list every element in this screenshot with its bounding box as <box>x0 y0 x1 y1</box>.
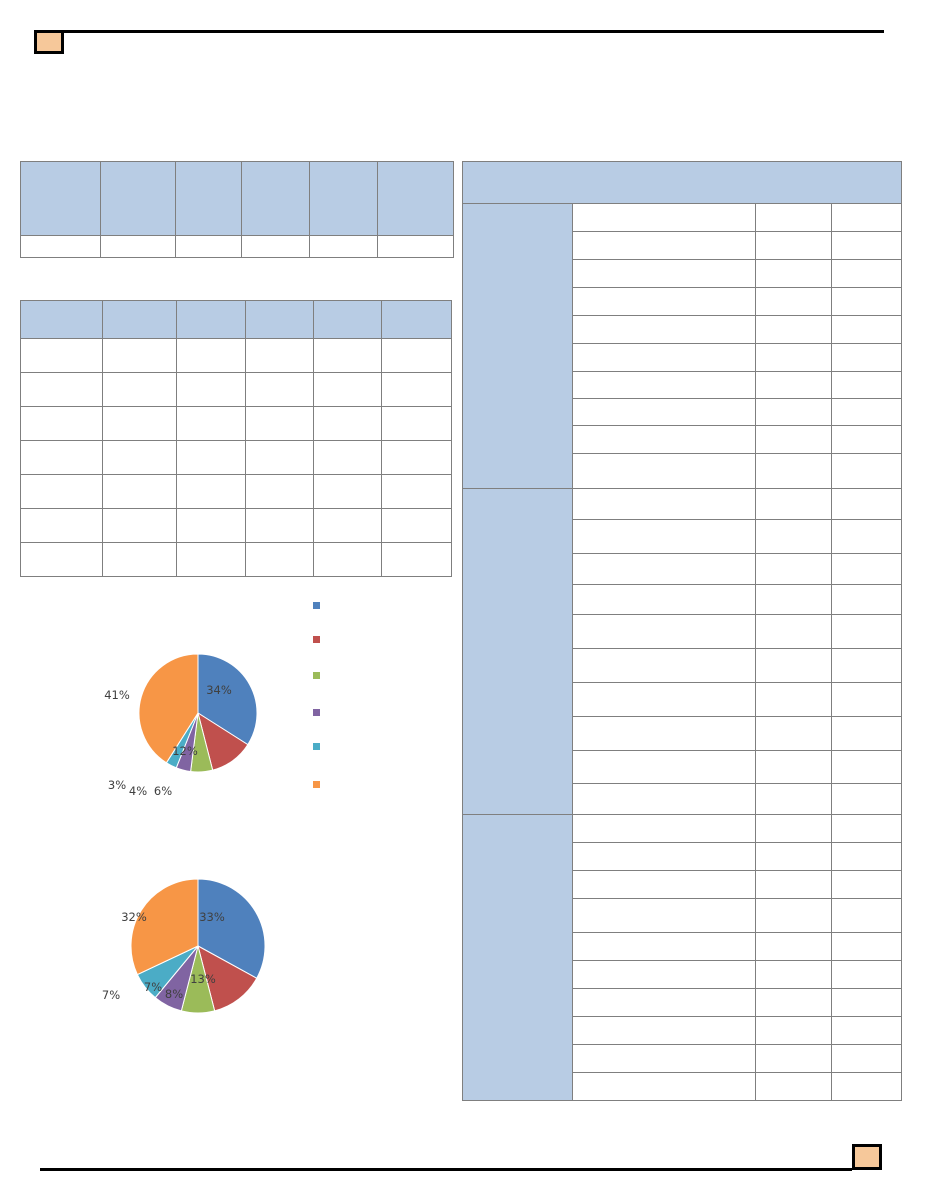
legend-swatch <box>313 636 320 643</box>
review-item-name <box>573 554 755 585</box>
table-cell <box>176 407 246 441</box>
header-logo-box <box>34 30 64 54</box>
review-item-name <box>573 1045 755 1073</box>
review-item-name <box>573 288 755 316</box>
review-item-count <box>755 784 831 815</box>
processed-header-q3 <box>314 301 382 339</box>
review-item-count <box>755 585 831 615</box>
received-header-fy <box>21 162 101 236</box>
review-item-name <box>573 751 755 784</box>
processed-row-label <box>21 441 103 475</box>
processed-row-label <box>21 407 103 441</box>
table-cell <box>102 441 176 475</box>
review-item-percent <box>831 1073 901 1101</box>
table-cell <box>100 236 175 258</box>
review-item-count <box>755 372 831 399</box>
review-title <box>463 162 902 204</box>
review-group-label <box>463 489 573 815</box>
pie-data-label: 3% <box>107 778 127 792</box>
review-item-percent <box>831 683 901 717</box>
review-item-percent <box>831 372 901 399</box>
review-item-name <box>573 615 755 649</box>
table-cell <box>382 441 452 475</box>
review-item-count <box>755 520 831 554</box>
review-item-percent <box>831 585 901 615</box>
table-cell <box>21 236 101 258</box>
processed-table <box>20 300 452 577</box>
table-cell <box>246 475 314 509</box>
review-item-count <box>755 933 831 961</box>
table-cell <box>382 543 452 577</box>
legend-swatch <box>313 602 320 609</box>
review-item-count <box>755 1073 831 1101</box>
table-cell <box>314 441 382 475</box>
processed-table-body <box>21 339 452 577</box>
review-item-percent <box>831 489 901 520</box>
review-item-count <box>755 751 831 784</box>
processed-row-label <box>21 475 103 509</box>
review-item-name <box>573 1073 755 1101</box>
processed-row-label <box>21 543 103 577</box>
review-item-count <box>755 554 831 585</box>
review-row <box>463 489 902 520</box>
pie-data-label: 7% <box>101 988 121 1002</box>
legend-states <box>334 874 474 1024</box>
table-cell <box>176 373 246 407</box>
review-group-label <box>463 815 573 1101</box>
table-cell <box>314 543 382 577</box>
review-item-percent <box>831 520 901 554</box>
review-item-percent <box>831 961 901 989</box>
footer-box <box>852 1144 882 1170</box>
table-cell <box>314 407 382 441</box>
table-cell <box>246 543 314 577</box>
table-cell <box>382 475 452 509</box>
pie-data-label: 13% <box>190 972 216 986</box>
table-cell <box>176 339 246 373</box>
table-cell <box>102 373 176 407</box>
processed-row <box>21 339 452 373</box>
table-cell <box>382 509 452 543</box>
review-item-name <box>573 372 755 399</box>
review-item-count <box>755 649 831 683</box>
table-cell <box>314 509 382 543</box>
review-item-name <box>573 961 755 989</box>
review-item-name <box>573 204 755 232</box>
table-cell <box>382 407 452 441</box>
review-item-count <box>755 961 831 989</box>
review-item-percent <box>831 933 901 961</box>
processed-row <box>21 441 452 475</box>
processed-header-q1 <box>176 301 246 339</box>
review-row <box>463 815 902 843</box>
review-item-name <box>573 454 755 489</box>
review-item-name <box>573 232 755 260</box>
pie-data-label: 7% <box>143 980 163 994</box>
review-item-name <box>573 426 755 454</box>
review-item-name <box>573 989 755 1017</box>
review-item-percent <box>831 615 901 649</box>
received-table <box>20 161 454 258</box>
review-item-name <box>573 899 755 933</box>
pie-data-label: 41% <box>104 688 130 702</box>
pie-data-label: 6% <box>153 784 173 798</box>
review-item-percent <box>831 871 901 899</box>
review-item-count <box>755 683 831 717</box>
pie-data-label: 8% <box>164 987 184 1001</box>
table-cell <box>102 509 176 543</box>
table-cell <box>242 236 310 258</box>
review-item-name <box>573 649 755 683</box>
review-item-name <box>573 1017 755 1045</box>
processed-row-label <box>21 509 103 543</box>
review-item-name <box>573 843 755 871</box>
review-item-percent <box>831 260 901 288</box>
table-cell <box>176 509 246 543</box>
table-cell <box>314 373 382 407</box>
review-item-name <box>573 871 755 899</box>
review-item-name <box>573 489 755 520</box>
review-item-percent <box>831 554 901 585</box>
pie-data-label: 4% <box>128 784 148 798</box>
review-row <box>463 204 902 232</box>
review-item-percent <box>831 843 901 871</box>
review-item-count <box>755 1017 831 1045</box>
review-item-name <box>573 344 755 372</box>
review-item-percent <box>831 399 901 426</box>
review-item-count <box>755 815 831 843</box>
processed-header-fy <box>102 301 176 339</box>
table-cell <box>378 236 454 258</box>
review-item-percent <box>831 454 901 489</box>
table-cell <box>102 339 176 373</box>
pie-data-label: 33% <box>199 910 225 924</box>
processed-header-q2 <box>246 301 314 339</box>
review-item-percent <box>831 1017 901 1045</box>
pie-chart-states <box>100 840 300 1050</box>
received-header-q4 <box>310 162 378 236</box>
table-cell <box>246 509 314 543</box>
review-item-count <box>755 316 831 344</box>
review-item-percent <box>831 751 901 784</box>
header-rule <box>64 30 884 33</box>
review-item-count <box>755 1045 831 1073</box>
review-item-count <box>755 717 831 751</box>
table-cell <box>176 475 246 509</box>
review-item-percent <box>831 344 901 372</box>
processed-row <box>21 407 452 441</box>
review-item-name <box>573 784 755 815</box>
review-item-name <box>573 815 755 843</box>
review-item-percent <box>831 815 901 843</box>
review-item-count <box>755 260 831 288</box>
legend-swatch <box>313 672 320 679</box>
review-item-percent <box>831 426 901 454</box>
review-item-percent <box>831 288 901 316</box>
review-item-percent <box>831 784 901 815</box>
table-cell <box>102 543 176 577</box>
processed-header-determinations <box>21 301 103 339</box>
table-cell <box>176 543 246 577</box>
processed-row <box>21 373 452 407</box>
processed-row-label <box>21 373 103 407</box>
review-item-count <box>755 989 831 1017</box>
review-item-count <box>755 426 831 454</box>
review-item-name <box>573 399 755 426</box>
review-item-percent <box>831 717 901 751</box>
review-item-count <box>755 204 831 232</box>
received-header-change <box>378 162 454 236</box>
footer-rule <box>40 1168 852 1171</box>
received-header-q1 <box>100 162 175 236</box>
legend-swatch <box>313 781 320 788</box>
review-table <box>462 161 902 1101</box>
review-item-percent <box>831 204 901 232</box>
review-item-count <box>755 344 831 372</box>
table-cell <box>314 475 382 509</box>
review-item-percent <box>831 1045 901 1073</box>
review-item-name <box>573 585 755 615</box>
review-item-percent <box>831 316 901 344</box>
review-item-name <box>573 260 755 288</box>
pie-data-label: 34% <box>206 683 232 697</box>
processed-row-label <box>21 339 103 373</box>
processed-row <box>21 509 452 543</box>
review-item-count <box>755 454 831 489</box>
table-cell <box>246 339 314 373</box>
review-group-label <box>463 204 573 489</box>
review-item-count <box>755 288 831 316</box>
table-cell <box>102 407 176 441</box>
review-item-name <box>573 717 755 751</box>
table-cell <box>314 339 382 373</box>
review-item-percent <box>831 899 901 933</box>
review-item-percent <box>831 649 901 683</box>
table-cell <box>382 373 452 407</box>
review-item-count <box>755 399 831 426</box>
review-item-count <box>755 615 831 649</box>
review-item-name <box>573 316 755 344</box>
pie-data-label: 32% <box>121 910 147 924</box>
review-item-name <box>573 933 755 961</box>
table-cell <box>246 407 314 441</box>
review-item-count <box>755 871 831 899</box>
review-item-count <box>755 232 831 260</box>
table-cell <box>102 475 176 509</box>
processed-row <box>21 475 452 509</box>
review-item-count <box>755 489 831 520</box>
legend-swatch <box>313 743 320 750</box>
legend-occupations <box>313 596 473 796</box>
table-cell <box>176 441 246 475</box>
table-cell <box>246 441 314 475</box>
received-header-q3 <box>242 162 310 236</box>
received-row <box>21 236 454 258</box>
pie-data-label: 12% <box>172 744 198 758</box>
review-item-percent <box>831 232 901 260</box>
review-item-count <box>755 899 831 933</box>
pie-chart-occupations <box>100 600 300 810</box>
review-item-count <box>755 843 831 871</box>
table-cell <box>382 339 452 373</box>
legend-swatch <box>313 709 320 716</box>
table-cell <box>175 236 242 258</box>
review-table-body <box>463 204 902 1101</box>
review-item-name <box>573 683 755 717</box>
processed-header-q4 <box>382 301 452 339</box>
processed-row <box>21 543 452 577</box>
received-header-q2 <box>175 162 242 236</box>
table-cell <box>246 373 314 407</box>
review-item-name <box>573 520 755 554</box>
table-cell <box>310 236 378 258</box>
review-item-percent <box>831 989 901 1017</box>
